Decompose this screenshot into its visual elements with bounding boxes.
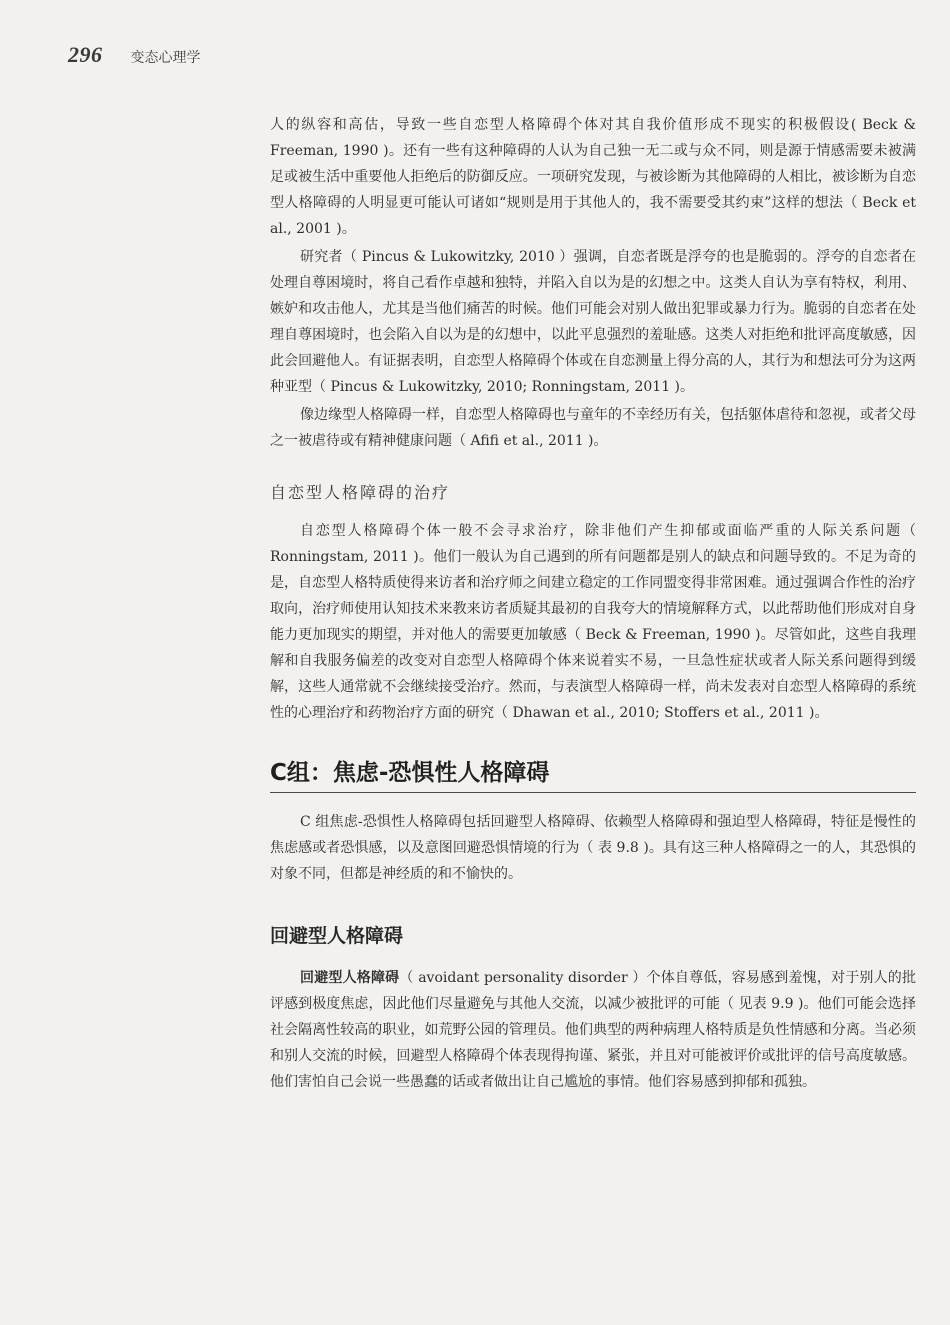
avoidant-description: （ avoidant personality disorder ）个体自尊低，容易感到羞愧，对于别人的批评感到极度焦虑，因此他们尽量避免与其他人交流，以减少被批评的可能（ 见表 9.9 )。他们可能会选择社会隔离性较高的职业，如荒野公园的管理员。他们典型的两种病理人格特质是负性情感和分离。当必须和别人交流的时候，回避型人格障碍个体表现得拘谨、紧张，并且对可能被评价或批评的信号高度敏感。他们害怕自己会说一些愚蠢的话或者做出让自己尴尬的事情。他们容易感到抑郁和孤独。 [270, 970, 916, 1090]
treatment-subheading: 自恋型人格障碍的治疗 [270, 483, 451, 502]
paragraph-continuation: 人的纵容和高估，导致一些自恋型人格障碍个体对其自我价值形成不现实的积极假设( Beck & Freeman, 1990 )。还有一些有这种障碍的人认为自己独一无二或与众不同，则是源于情感需要未被满足或被生活中重要他人拒绝后的防御反应。一项研究发现，与被诊断为其他障碍的人相比，被诊断为自恋型人格障碍的人明显更可能认可诸如“规则是用于其他人的，我不需要受其约束”这样的想法（ Beck et al., 2001 )。 [270, 117, 916, 237]
paragraph-treatment: 自恋型人格障碍个体一般不会寻求治疗，除非他们产生抑郁或面临严重的人际关系问题（ Ronningstam, 2011 )。他们一般认为自己遇到的所有问题都是别人的缺点和问题导致的。不足为奇的是，自恋型人格特质使得来访者和治疗师之间建立稳定的工作同盟变得非常困难。通过强调合作性的治疗取向，治疗师使用认知技术来教来访者质疑其最初的自我夸大的情境解释方式，以此帮助他们形成对自身能力更加现实的期望，并对他人的需要更加敏感（ Beck & Freeman, 1990 )。尽管如此，这些自我理解和自我服务偏差的改变对自恋型人格障碍个体来说着实不易，一旦急性症状或者人际关系问题得到缓解，这些人通常就不会继续接受治疗。然而，与表演型人格障碍一样，尚未发表对自恋型人格障碍的系统性的心理治疗和药物治疗方面的研究（ Dhawan et al., 2010; Stoffers et al., 2011 )。 [270, 523, 916, 721]
page-number: 296 [68, 42, 103, 67]
section-heading-cluster-c: C组：焦虑-恐惧性人格障碍 [270, 758, 916, 793]
book-title: 变态心理学 [130, 50, 201, 66]
avoidant-heading: 回避型人格障碍 [270, 925, 404, 947]
paragraph-cluster-c-intro: C 组焦虑-恐惧性人格障碍包括回避型人格障碍、依赖型人格障碍和强迫型人格障碍，特征是慢性的焦虑感或者恐惧感，以及意图回避恐惧情境的行为（ 表 9.8 )。具有这三种人格障碍之一的人，其恐惧的对象不同，但都是神经质的和不愉快的。 [270, 814, 916, 882]
paragraph-childhood-adversity: 像边缘型人格障碍一样，自恋型人格障碍也与童年的不幸经历有关，包括躯体虐待和忽视，或者父母之一被虐待或有精神健康问题（ Afifi et al., 2011 )。 [270, 407, 916, 449]
avoidant-term: 回避型人格障碍 [300, 970, 400, 986]
paragraph-avoidant [270, 965, 916, 1095]
page-header [68, 42, 201, 70]
page-body [270, 112, 916, 1095]
paragraph-grandiose-vulnerable: 研究者（ Pincus & Lukowitzky, 2010 ）强调，自恋者既是浮夸的也是脆弱的。浮夸的自恋者在处理自尊困境时，将自己看作卓越和独特，并陷入自以为是的幻想之中。这类人自认为享有特权，利用、嫉妒和攻击他人，尤其是当他们痛苦的时候。他们可能会对别人做出犯罪或暴力行为。脆弱的自恋者在处理自尊困境时，也会陷入自以为是的幻想中，以此平息强烈的羞耻感。这类人对拒绝和批评高度敏感，因此会回避他人。有证据表明，自恋型人格障碍个体或在自恋测量上得分高的人，其行为和想法可分为这两种亚型（ Pincus & Lukowitzky, 2010; Ronningstam, 2011 )。 [270, 249, 916, 395]
